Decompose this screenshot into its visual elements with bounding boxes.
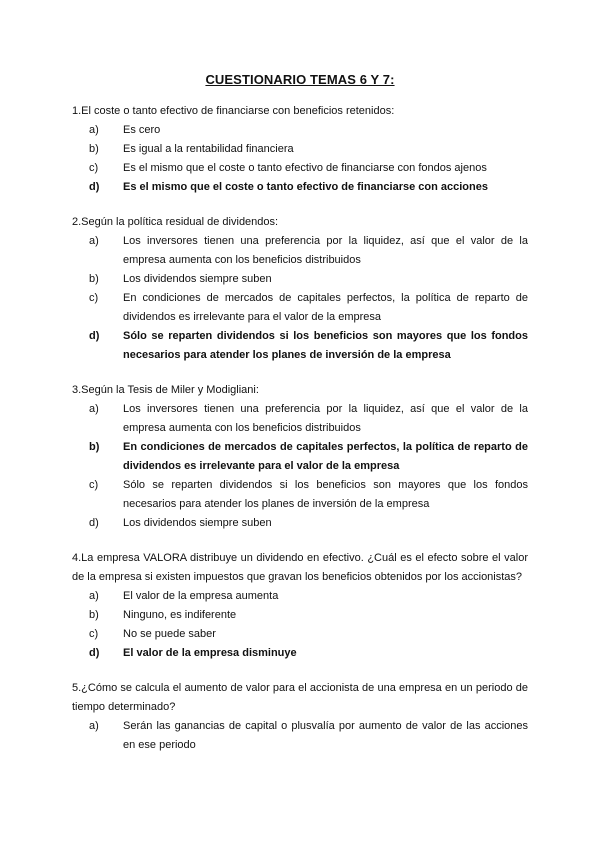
question-2 bbox=[72, 213, 528, 365]
answer-options bbox=[72, 121, 528, 197]
option-text: Es el mismo que el coste o tanto efectivo de financiarse con fondos ajenos bbox=[123, 162, 487, 174]
answer-option bbox=[72, 606, 528, 625]
option-letter: c) bbox=[89, 292, 99, 304]
answer-option bbox=[72, 270, 528, 289]
option-text: Es igual a la rentabilidad financiera bbox=[123, 143, 294, 155]
question-1 bbox=[72, 102, 528, 197]
answer-options bbox=[72, 232, 528, 365]
option-letter: a) bbox=[89, 403, 99, 415]
option-text: No se puede saber bbox=[123, 628, 216, 640]
question-3 bbox=[72, 381, 528, 533]
option-text: Es cero bbox=[123, 124, 161, 136]
option-text: El valor de la empresa aumenta bbox=[123, 590, 279, 602]
option-text: Es el mismo que el coste o tanto efectivo de financiarse con acciones bbox=[123, 181, 488, 193]
option-letter: b) bbox=[89, 273, 99, 285]
option-letter: a) bbox=[89, 720, 99, 732]
answer-option-correct bbox=[72, 178, 528, 197]
question-text: 4.La empresa VALORA distribuye un dividendo en efectivo. ¿Cuál es el efecto sobre el valor de la empresa si existen impuestos que gravan los beneficios obtenidos por los accionistas? bbox=[72, 552, 528, 583]
answer-option bbox=[72, 587, 528, 606]
option-letter: d) bbox=[89, 647, 100, 659]
answer-option-correct bbox=[72, 644, 528, 663]
option-text: En condiciones de mercados de capitales perfectos, la política de reparto de dividendos es irrelevante para el valor de la empresa bbox=[123, 292, 528, 323]
option-letter: b) bbox=[89, 143, 99, 155]
option-text: Los inversores tienen una preferencia por la liquidez, así que el valor de la empresa aumenta con los beneficios distribuidos bbox=[123, 235, 528, 266]
option-letter: a) bbox=[89, 124, 99, 136]
answer-option bbox=[72, 289, 528, 327]
answer-option bbox=[72, 514, 528, 533]
option-text: En condiciones de mercados de capitales perfectos, la política de reparto de dividendos es irrelevante para el valor de la empresa bbox=[123, 441, 528, 472]
option-letter: c) bbox=[89, 628, 99, 640]
option-letter: c) bbox=[89, 162, 99, 174]
page-title: CUESTIONARIO TEMAS 6 Y 7: bbox=[205, 72, 395, 87]
option-text: Los dividendos siempre suben bbox=[123, 273, 272, 285]
question-text: 2.Según la política residual de dividendos: bbox=[72, 216, 279, 228]
option-text: Serán las ganancias de capital o plusvalía por aumento de valor de las acciones en ese periodo bbox=[123, 720, 528, 751]
answer-option bbox=[72, 717, 528, 755]
answer-options bbox=[72, 587, 528, 663]
option-text: Ninguno, es indiferente bbox=[123, 609, 237, 621]
answer-option bbox=[72, 121, 528, 140]
option-letter: c) bbox=[89, 479, 99, 491]
answer-option bbox=[72, 400, 528, 438]
questionnaire bbox=[72, 102, 528, 771]
question-4 bbox=[72, 549, 528, 663]
answer-option bbox=[72, 625, 528, 644]
option-letter: b) bbox=[89, 609, 99, 621]
option-letter: d) bbox=[89, 181, 100, 193]
option-letter: a) bbox=[89, 590, 99, 602]
answer-option bbox=[72, 232, 528, 270]
answer-option-correct bbox=[72, 327, 528, 365]
option-text: Los dividendos siempre suben bbox=[123, 517, 272, 529]
answer-option bbox=[72, 476, 528, 514]
option-text: Sólo se reparten dividendos si los beneficios son mayores que los fondos necesarios para atender los planes de inversión de la empresa bbox=[123, 330, 528, 361]
question-text: 3.Según la Tesis de Miler y Modigliani: bbox=[72, 384, 259, 396]
option-text: Los inversores tienen una preferencia por la liquidez, así que el valor de la empresa aumenta con los beneficios distribuidos bbox=[123, 403, 528, 434]
answer-options bbox=[72, 400, 528, 533]
answer-option-correct bbox=[72, 438, 528, 476]
question-text: 1.El coste o tanto efectivo de financiarse con beneficios retenidos: bbox=[72, 105, 395, 117]
option-text: Sólo se reparten dividendos si los beneficios son mayores que los fondos necesarios para atender los planes de inversión de la empresa bbox=[123, 479, 528, 510]
question-text: 5.¿Cómo se calcula el aumento de valor para el accionista de una empresa en un periodo de tiempo determinado? bbox=[72, 682, 528, 713]
option-letter: d) bbox=[89, 330, 100, 342]
option-letter: d) bbox=[89, 517, 99, 529]
answer-options bbox=[72, 717, 528, 755]
option-letter: a) bbox=[89, 235, 99, 247]
question-5 bbox=[72, 679, 528, 755]
answer-option bbox=[72, 140, 528, 159]
option-letter: b) bbox=[89, 441, 100, 453]
option-text: El valor de la empresa disminuye bbox=[123, 647, 297, 659]
answer-option bbox=[72, 159, 528, 178]
